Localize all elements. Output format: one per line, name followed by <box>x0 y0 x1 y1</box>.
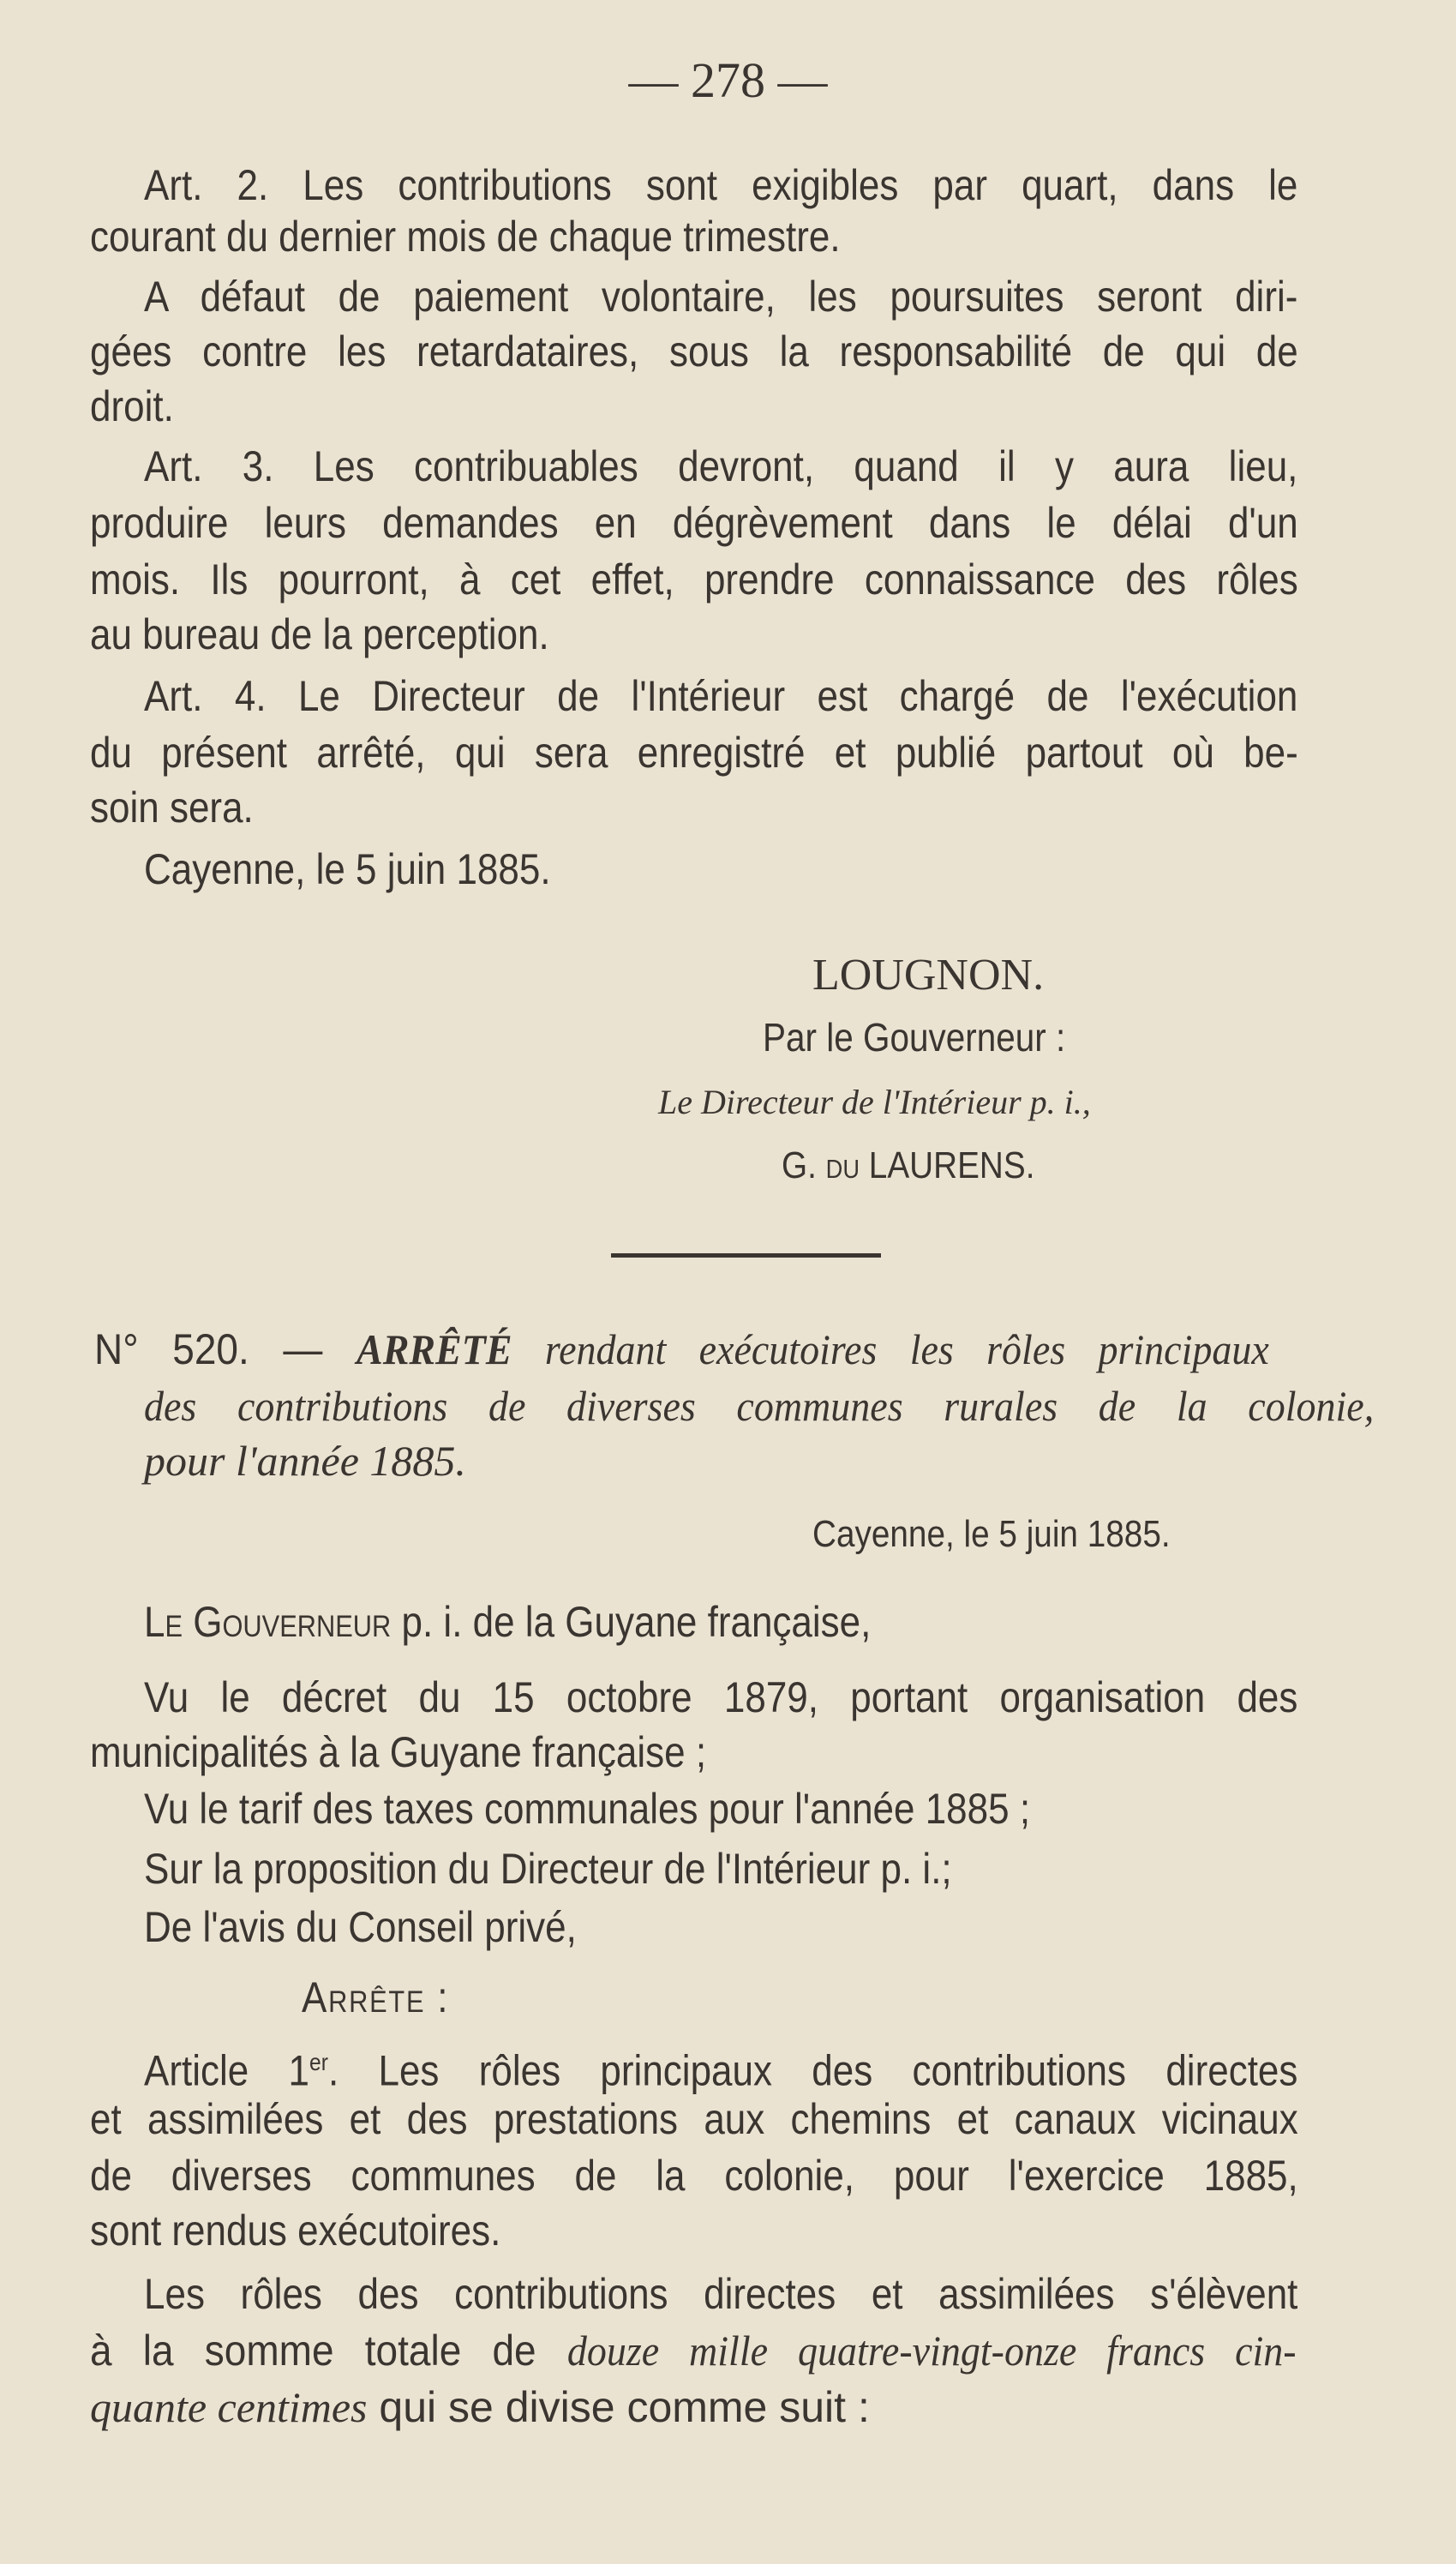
article-4-line-3: soin sera. <box>90 784 254 832</box>
arrete-title: ARRÊTÉ <box>357 1325 512 1373</box>
signature-initial: G. <box>782 1144 826 1186</box>
signature-particle: du <box>825 1144 860 1186</box>
signature-surname: LAURENS. <box>860 1144 1035 1186</box>
vu-tarif: Vu le tarif des taxes communales pour l'année 1885 ; <box>144 1785 1031 1833</box>
roles-line-2-plain: à la somme totale de <box>90 2327 567 2375</box>
gouverneur-line <box>144 1596 871 1648</box>
paragraph-default-line-2: gées contre les retardataires, sous la responsabilité de qui de <box>90 327 1298 375</box>
arrete-heading-rest: rendant exécutoires les rôles principaux <box>512 1325 1269 1373</box>
article-1-superscript: er <box>309 2049 328 2075</box>
roles-line-3 <box>90 2381 870 2433</box>
article-1-line-2: et assimilées et des prestations aux chemins et canaux vicinaux <box>90 2095 1298 2143</box>
article-1-line-3: de diverses communes de la colonie, pour l'exercice 1885, <box>90 2152 1298 2200</box>
article-1-line-1 <box>144 2037 1297 2097</box>
signature-role: Le Directeur de l'Intérieur p. i., <box>658 1083 1091 1121</box>
signature-by: Par le Gouverneur : <box>763 1015 1066 1060</box>
article-3-line-3: mois. Ils pourront, à cet effet, prendre connaissance des rôles <box>90 555 1298 603</box>
sur-proposition: Sur la proposition du Directeur de l'Intérieur p. i.; <box>144 1845 952 1893</box>
roles-line-2-amount: douze mille quatre-vingt-onze francs cin- <box>566 2327 1297 2375</box>
article-4-line-2: du présent arrêté, qui sera enregistré et publié partout où be- <box>90 729 1298 777</box>
roles-line-3-plain: qui se divise comme suit : <box>367 2383 870 2431</box>
arrete-label: Arrête : <box>302 1973 450 2021</box>
paragraph-default-line-3: droit. <box>90 382 174 430</box>
arrete-number: N° 520. — <box>94 1325 357 1373</box>
article-4-line-1: Art. 4. Le Directeur de l'Intérieur est chargé de l'exécution <box>144 672 1298 720</box>
place-date: Cayenne, le 5 juin 1885. <box>144 845 551 893</box>
arrete-heading-line-3: pour l'année 1885. <box>144 1437 466 1485</box>
page-number: — 278 — <box>628 52 828 108</box>
article-2-line-2: courant du dernier mois de chaque trimestre. <box>90 213 841 261</box>
avis-conseil: De l'avis du Conseil privé, <box>144 1903 577 1951</box>
gouverneur-rest: p. i. de la Guyane française, <box>391 1598 872 1646</box>
article-1-start: Article 1 <box>144 2046 310 2095</box>
signature-full <box>782 1140 1034 1192</box>
arrete-heading-line-1 <box>94 1324 1269 1375</box>
roles-line-1: Les rôles des contributions directes et assimilées s'élèvent <box>144 2270 1298 2318</box>
roles-line-3-amount: quante centimes <box>90 2383 368 2431</box>
article-1-rest: . Les rôles principaux des contributions directes <box>327 2046 1298 2095</box>
gouverneur-title: Le Gouverneur <box>144 1598 392 1646</box>
section-divider <box>611 1253 881 1258</box>
article-2-line-1: Art. 2. Les contributions sont exigibles par quart, dans le <box>144 161 1298 209</box>
vu-decret-line-1: Vu le décret du 15 octobre 1879, portant organisation des <box>144 1673 1298 1721</box>
signature-name: LOUGNON. <box>812 951 1045 1000</box>
article-3-line-1: Art. 3. Les contribuables devront, quand il y aura lieu, <box>144 442 1298 490</box>
article-3-line-4: au bureau de la perception. <box>90 610 549 658</box>
arrete-heading-line-2: des contributions de diverses communes rurales de la colonie, <box>144 1382 1375 1430</box>
paragraph-default-line-1: A défaut de paiement volontaire, les poursuites seront diri- <box>144 273 1298 321</box>
article-3-line-2: produire leurs demandes en dégrèvement dans le délai d'un <box>90 499 1298 547</box>
article-1-line-4: sont rendus exécutoires. <box>90 2207 501 2255</box>
roles-line-2 <box>90 2325 1297 2376</box>
vu-decret-line-2: municipalités à la Guyane française ; <box>90 1728 707 1776</box>
arrete-date: Cayenne, le 5 juin 1885. <box>812 1513 1171 1555</box>
